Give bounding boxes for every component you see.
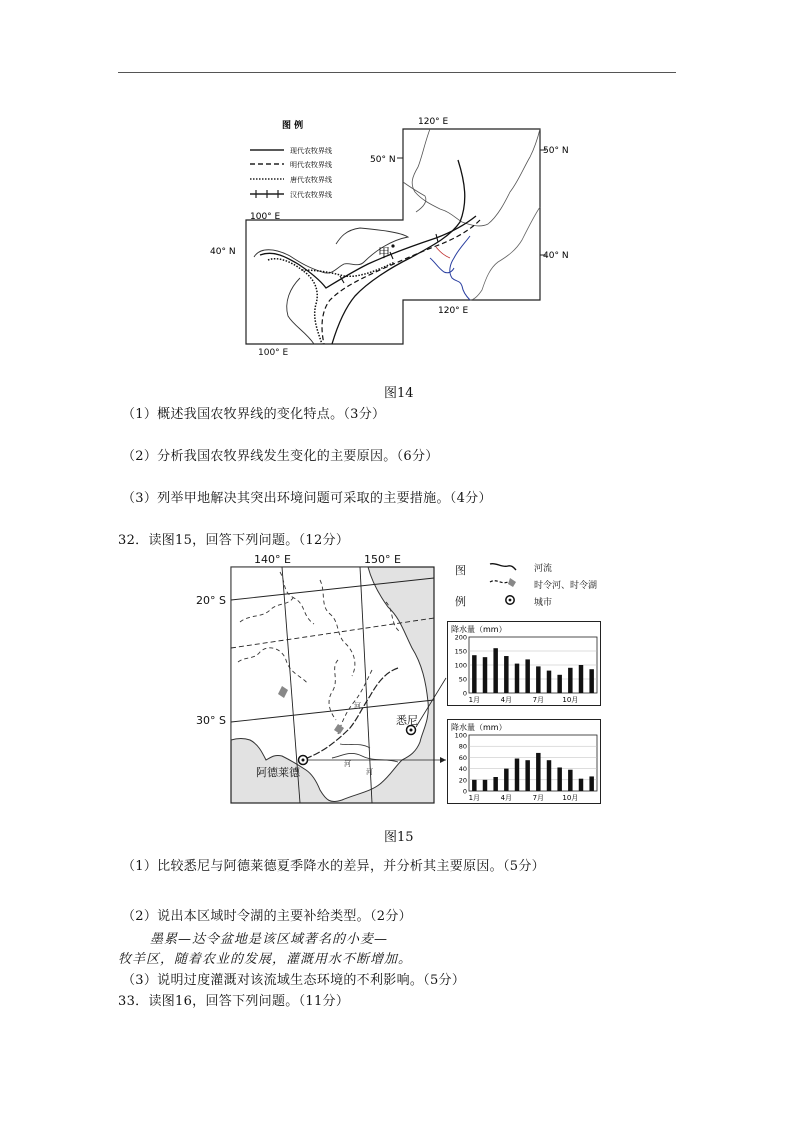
precip-chart-sydney (447, 621, 601, 706)
legend-label-tang: 唐代农牧界线 (290, 176, 332, 184)
bar-month-10 (568, 770, 572, 791)
y-tick-label: 0 (462, 787, 467, 796)
bar-month-6 (525, 760, 529, 791)
header-rule (118, 72, 676, 73)
legend-label-modern: 现代农牧界线 (290, 147, 332, 155)
bar-month-1 (472, 655, 476, 693)
fig15-caption: 图15 (384, 830, 414, 845)
bar-month-3 (493, 648, 497, 693)
plot-area (469, 735, 597, 791)
chart-title: 降水量（mm） (451, 723, 507, 732)
lat-40-left: 40° N (210, 247, 236, 257)
bar-month-5 (515, 759, 519, 791)
q32-3: （3）说明过度灌溉对该流域生态环境的不利影响。（5分） (122, 973, 466, 988)
fig14-legend-title: 图 例 (282, 121, 304, 131)
bar-month-7 (536, 753, 540, 791)
q32-1: （1）比较悉尼与阿德莱德夏季降水的差异，并分析其主要原因。（5分） (122, 859, 545, 874)
legend-river-symbol (490, 564, 516, 570)
lat-30-label: 30° S (196, 714, 226, 727)
svg-text:河: 河 (366, 768, 373, 776)
lon-120-top: 120° E (418, 117, 449, 127)
lon-150-label: 150° E (364, 553, 401, 566)
legend-river-label: 河流 (534, 564, 553, 574)
q32-title: 32．读图15，回答下列问题。（12分） (118, 533, 350, 548)
legend-line-ticked (250, 190, 284, 198)
lat-40-right: 40° N (543, 251, 569, 261)
y-tick-label: 100 (454, 731, 467, 740)
q31-2: （2）分析我国农牧界线发生变化的主要原因。（6分） (122, 449, 439, 464)
q33-title: 33．读图16，回答下列问题。（11分） (118, 994, 350, 1009)
y-tick-label: 60 (458, 753, 467, 762)
bar-month-11 (579, 665, 583, 693)
place-jia-label: 甲 (378, 246, 391, 260)
bar-month-8 (547, 671, 551, 693)
x-tick-label: 10月 (562, 696, 579, 704)
bar-month-5 (515, 664, 519, 693)
svg-text:河: 河 (344, 760, 351, 768)
chart-title: 降水量（mm） (451, 625, 507, 634)
lon-100-bottom-label: 100° E (258, 348, 289, 358)
bar-month-8 (547, 760, 551, 791)
q31-1: （1）概述我国农牧界线的变化特点。（3分） (122, 407, 386, 422)
bar-month-4 (504, 656, 508, 693)
handwritten-line-1: 墨累—达令盆地是该区域著名的小麦— (150, 932, 389, 947)
bar-month-1 (472, 780, 476, 791)
legend-label-han: 汉代农牧界线 (290, 191, 332, 199)
lat-20-label: 20° S (196, 594, 226, 607)
x-tick-label: 10月 (562, 794, 579, 802)
y-tick-label: 200 (454, 633, 467, 642)
fig15-legend-title-2: 例 (455, 595, 466, 608)
lon-140-label: 140° E (254, 553, 291, 566)
city-label-adelaide: 阿德莱德 (256, 766, 300, 779)
y-tick-label: 50 (458, 675, 467, 684)
bar-month-9 (557, 675, 561, 693)
lon-120-bottom: 120° E (438, 306, 469, 316)
x-tick-label: 7月 (532, 794, 545, 802)
bar-month-10 (568, 668, 572, 693)
bar-month-11 (579, 779, 583, 791)
place-jia-dot (391, 244, 394, 247)
x-tick-label: 7月 (532, 696, 545, 704)
bar-month-12 (589, 776, 593, 791)
svg-text:河: 河 (354, 702, 361, 710)
legend-seasonal-symbol (490, 581, 508, 583)
fig15-legend-title-1: 图 (455, 564, 466, 577)
bar-month-3 (493, 777, 497, 791)
city-label-sydney: 悉尼 (396, 714, 418, 727)
y-tick-label: 80 (458, 742, 467, 751)
y-tick-label: 150 (454, 647, 467, 656)
legend-seasonal-label: 时令河、时令湖 (534, 581, 598, 591)
fig15-legend-symbols (486, 558, 526, 608)
q32-2: （2）说出本区域时令湖的主要补给类型。（2分） (122, 909, 412, 924)
legend-label-ming: 明代农牧界线 (290, 161, 332, 169)
y-tick-label: 40 (458, 765, 467, 774)
bar-month-7 (536, 666, 540, 693)
lat-50-right: 50° N (543, 146, 569, 156)
bar-month-12 (589, 669, 593, 693)
fig14-map (210, 112, 569, 352)
y-tick-label: 20 (458, 776, 467, 785)
q31-3: （3）列举甲地解决其突出环境问题可采取的主要措施。（4分） (122, 491, 492, 506)
x-tick-label: 1月 (468, 794, 481, 802)
x-tick-label: 4月 (500, 794, 513, 802)
y-tick-label: 0 (462, 689, 467, 698)
bar-month-4 (504, 769, 508, 791)
lat-50-left: 50° N (370, 155, 396, 165)
x-tick-label: 1月 (468, 696, 481, 704)
bar-month-2 (483, 657, 487, 693)
lon-100-top: 100° E (250, 212, 281, 222)
bar-month-2 (483, 780, 487, 791)
bar-month-9 (557, 767, 561, 791)
y-tick-label: 100 (454, 661, 467, 670)
handwritten-line-2: 牧羊区，随着农业的发展，灌溉用水不断增加。 (118, 952, 413, 967)
precip-chart-adelaide (447, 719, 601, 804)
legend-city-label: 城市 (534, 598, 553, 608)
bar-month-6 (525, 659, 529, 693)
x-tick-label: 4月 (500, 696, 513, 704)
fig14-caption: 图14 (384, 386, 414, 401)
